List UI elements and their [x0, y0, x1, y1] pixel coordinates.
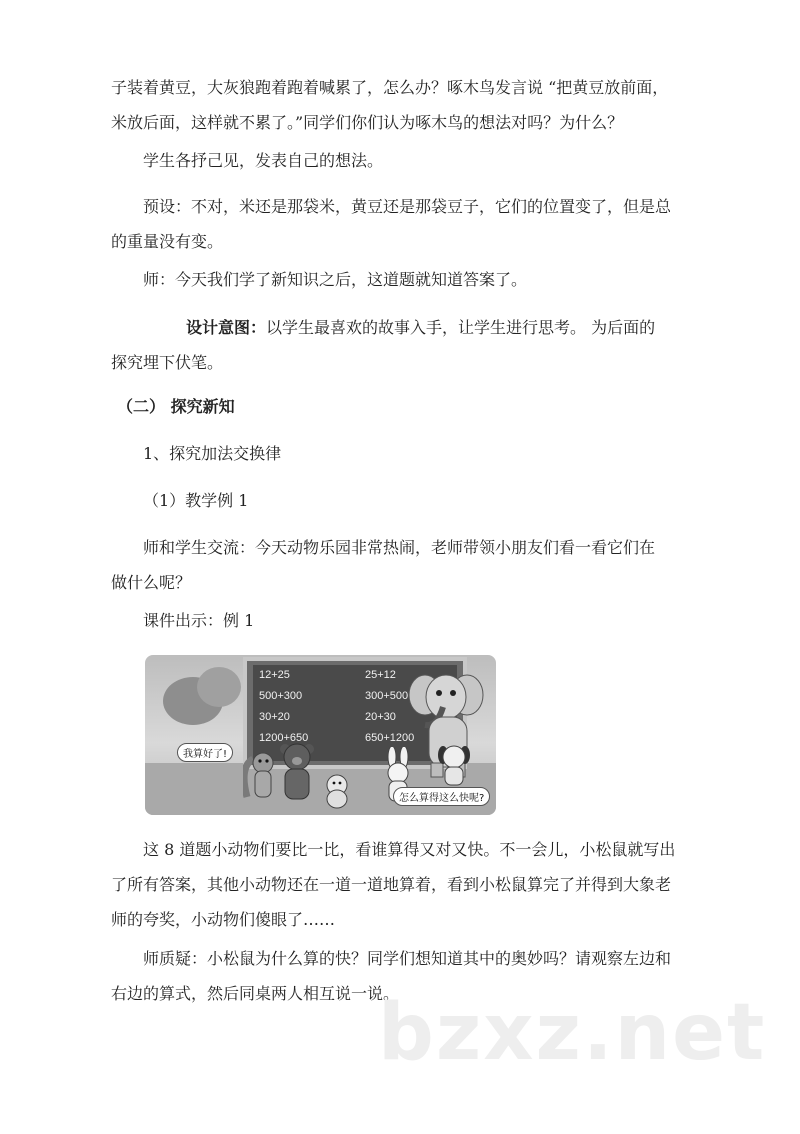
paragraph-competition	[111, 832, 691, 937]
equation-right: 25+12	[365, 669, 396, 681]
equation-right: 20+30	[365, 711, 396, 723]
paragraph-courseware: 课件出示：例 1	[143, 611, 255, 630]
text-line: 探究埋下伏笔。	[111, 353, 224, 372]
paragraph-story	[111, 70, 691, 140]
text-line: 的重量没有变。	[111, 232, 224, 251]
text-line: 右边的算式，然后同桌两人相互说一说。	[111, 984, 400, 1003]
bear-icon	[277, 741, 317, 807]
design-intent-label: 设计意图：	[186, 318, 267, 337]
text-line: 师：今天我们学了新知识之后，这道题就知道答案了。	[143, 270, 528, 289]
equation-right: 650+1200	[365, 732, 415, 744]
chick-icon	[323, 773, 351, 809]
paragraph-design-intent	[111, 310, 691, 380]
subheading-addition-law: 1、探究加法交换律	[143, 444, 282, 463]
text-line: 米放后面，这样就不累了。”同学们你们认为啄木鸟的想法对吗？为什么？	[111, 113, 624, 132]
equation-left: 500+300	[259, 690, 303, 702]
equation-left: 12+25	[259, 669, 290, 681]
speech-bubble-right: 怎么算得这么快呢?	[393, 787, 490, 806]
squirrel-icon	[243, 747, 277, 803]
text-line: 预设：不对，米还是那袋米，黄豆还是那袋豆子，它们的位置变了，但是总	[143, 197, 672, 216]
text-line: 做什么呢？	[111, 573, 192, 592]
dog-icon	[437, 741, 471, 787]
paragraph-exchange	[111, 530, 691, 600]
equation-right: 300+500	[365, 690, 409, 702]
paragraph-teacher	[143, 262, 723, 297]
subheading-example-1: （1）教学例 1	[143, 491, 249, 510]
text-line: 子装着黄豆，大灰狼跑着跑着喊累了，怎么办？啄木鸟发言说 “把黄豆放前面，	[111, 78, 669, 97]
text-line: 了所有答案，其他小动物还在一道一道地算着，看到小松鼠算完了并得到大象老	[111, 875, 672, 894]
watermark-text: bzxz.net	[378, 988, 767, 1078]
example-illustration	[145, 655, 496, 815]
paragraph-students	[143, 143, 723, 178]
section-heading: （二） 探究新知	[117, 397, 235, 416]
text-line: 师和学生交流：今天动物乐园非常热闹，老师带领小朋友们看一看它们在	[143, 538, 656, 557]
text-line: 以学生最喜欢的故事入手，让学生进行思考。 为后面的	[266, 318, 656, 337]
paragraph-preset	[111, 189, 691, 259]
tree-shape	[197, 667, 241, 707]
speech-bubble-left: 我算好了!	[177, 743, 233, 762]
equation-left: 30+20	[259, 711, 290, 723]
equation-left: 1200+650	[259, 732, 309, 744]
text-line: 师质疑：小松鼠为什么算的快？同学们想知道其中的奥妙吗？请观察左边和	[143, 949, 672, 968]
text-line: 师的夸奖，小动物们傻眼了……	[111, 910, 336, 929]
text-line: 学生各抒己见，发表自己的想法。	[143, 151, 384, 170]
text-line: 这 8 道题小动物们要比一比，看谁算得又对又快。不一会儿，小松鼠就写出	[143, 840, 676, 859]
